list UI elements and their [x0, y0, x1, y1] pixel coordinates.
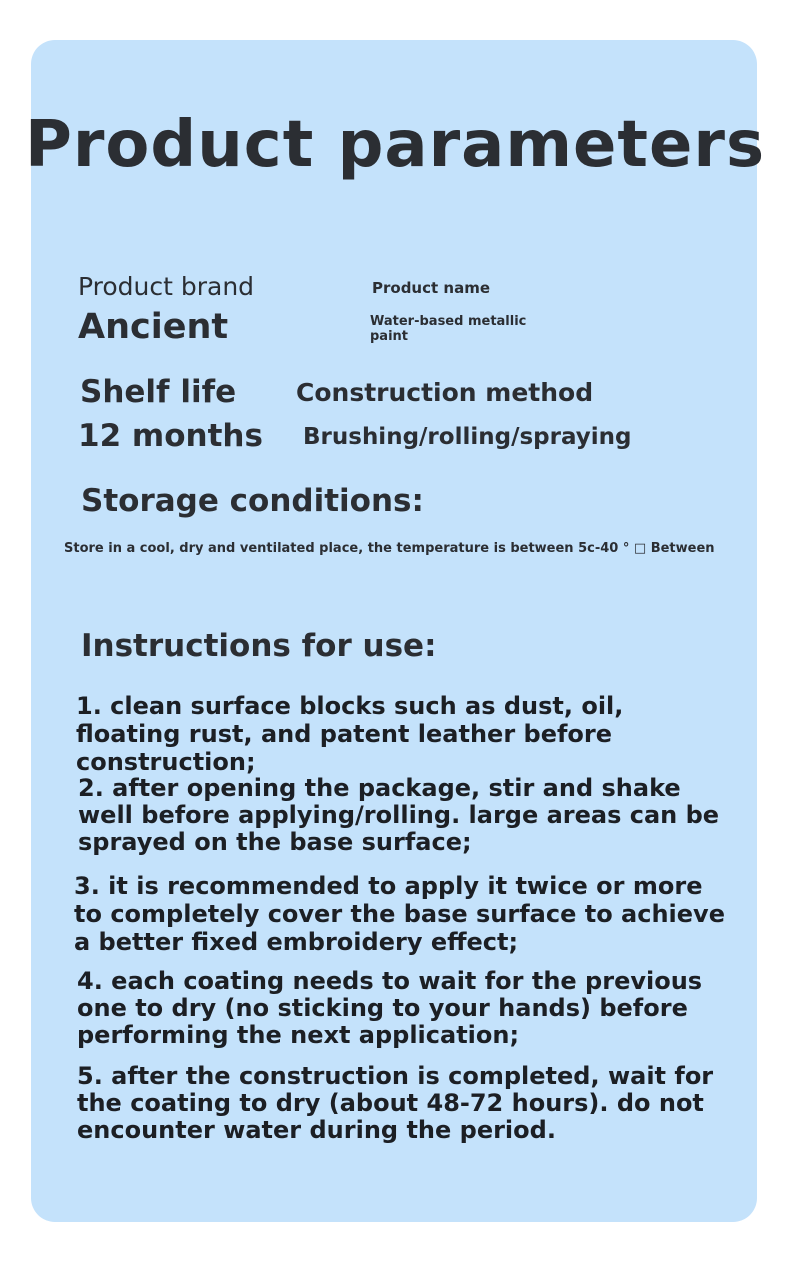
- page-title: Product parameters: [24, 108, 766, 182]
- instructions-label: Instructions for use:: [81, 628, 437, 664]
- instruction-step-4: 4. each coating needs to wait for the previous one to dry (no sticking to your hands) before performing the next application;: [77, 967, 703, 1049]
- shelf-life-value: 12 months: [78, 418, 263, 454]
- brand-label: Product brand: [78, 272, 255, 301]
- construction-method-value: Brushing/rolling/spraying: [303, 424, 632, 450]
- product-name-label: Product name: [372, 279, 491, 297]
- product-name-value: Water-based metallic paint: [370, 314, 527, 344]
- instruction-step-5: 5. after the construction is completed, wait for the coating to dry (about 48-72 hours). do not encounter water during the period.: [77, 1062, 714, 1144]
- storage-conditions-value: Store in a cool, dry and ventilated place, the temperature is between 5c-40 ° □ Between: [64, 541, 715, 556]
- storage-conditions-label: Storage conditions:: [81, 483, 424, 519]
- instruction-step-2: 2. after opening the package, stir and shake well before applying/rolling. large areas can be sprayed on the base surface;: [78, 774, 720, 856]
- shelf-life-label: Shelf life: [80, 374, 237, 410]
- brand-value: Ancient: [78, 307, 229, 347]
- instruction-step-3: 3. it is recommended to apply it twice or more to completely cover the base surface to achieve a better fixed embroidery effect;: [74, 872, 725, 956]
- construction-method-label: Construction method: [296, 378, 594, 407]
- instruction-step-1: 1. clean surface blocks such as dust, oil, floating rust, and patent leather before construction;: [76, 692, 624, 776]
